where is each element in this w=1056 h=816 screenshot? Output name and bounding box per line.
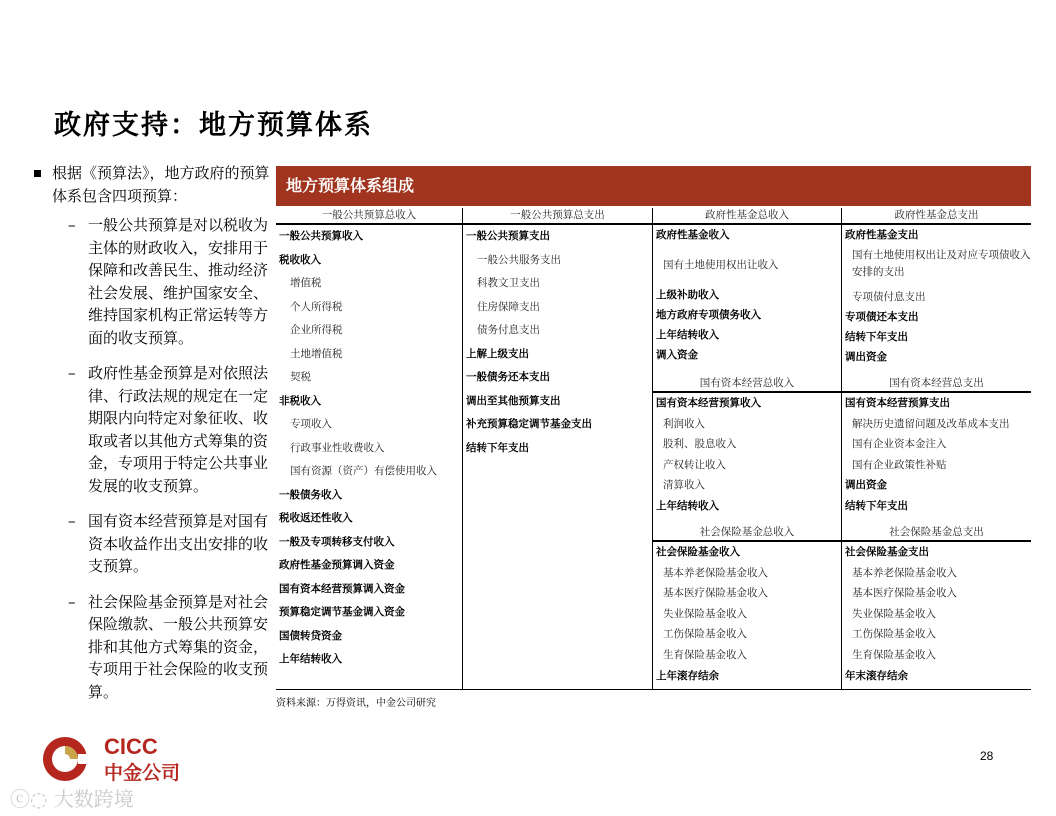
table-row: 上级补助收入 <box>656 289 719 301</box>
table-row: 社会保险基金收入 <box>656 546 740 558</box>
table-row: 基本养老保险基金收入 <box>852 566 957 579</box>
dash-icon: – <box>68 216 76 234</box>
table-row: 失业保险基金收入 <box>852 607 936 620</box>
column-divider <box>462 208 463 690</box>
table-row: 工伤保险基金收入 <box>852 628 936 641</box>
table-row: 结转下年支出 <box>466 441 529 454</box>
intro-text: 根据《预算法》，地方政府的预算体系包含四项预算： <box>52 164 270 205</box>
general-expenditure-column <box>463 208 652 460</box>
table-row: 非税收入 <box>279 394 321 407</box>
table-row: 一般公共服务支出 <box>477 253 561 266</box>
table-row: 税收返还性收入 <box>279 512 353 524</box>
page-title: 政府支持：地方预算体系 <box>54 110 373 141</box>
table-row: 专项债还本支出 <box>845 311 919 323</box>
table-row: 调出至其他预算支出 <box>466 394 561 407</box>
table-row: 工伤保险基金收入 <box>663 628 747 641</box>
table-row: 基本医疗保险基金收入 <box>852 587 957 600</box>
table-row: 政府性基金收入 <box>656 229 730 241</box>
watermark-text: 大数跨境 <box>53 787 134 811</box>
table-row: 上年结转收入 <box>656 329 719 341</box>
table-row: 国有土地使用权出让收入 <box>663 259 779 271</box>
column-header: 政府性基金总收入 <box>653 208 841 225</box>
table-row: 结转下年支出 <box>845 331 908 343</box>
watermark <box>10 783 134 812</box>
column-header: 一般公共预算总支出 <box>463 208 652 225</box>
table-row: 增值税 <box>290 277 322 289</box>
table-row: 国债转贷资金 <box>279 629 342 642</box>
table-row: 企业所得税 <box>290 324 343 336</box>
sub-bullet <box>34 214 274 349</box>
column-header: 政府性基金总支出 <box>842 208 1031 225</box>
source-note: 资料来源：万得资讯，中金公司研究 <box>276 698 436 709</box>
dash-icon: – <box>68 592 76 611</box>
sub-bullet-text: 社会保险基金预算是对社会保险缴款、一般公共预算安排和其他方式筹集的资金，专项用于社会保险的收支预算。 <box>88 592 269 701</box>
table-row: 上年滚存结余 <box>656 669 719 682</box>
soe-revenue-column <box>653 376 841 517</box>
table-row: 一般公共预算收入 <box>279 230 363 242</box>
table-row: 债务付息支出 <box>477 324 540 336</box>
square-bullet-icon <box>34 170 41 177</box>
table-row: 行政事业性收费收入 <box>290 441 385 454</box>
table-bottom-rule <box>276 689 1031 690</box>
table-row: 调出资金 <box>845 479 887 492</box>
table-row: 失业保险基金收入 <box>663 607 747 620</box>
left-text <box>34 162 274 716</box>
table-row: 土地增值税 <box>290 347 343 360</box>
table-row: 上解上级支出 <box>466 347 529 360</box>
column-header: 社会保险基金总支出 <box>842 525 1031 542</box>
page-number: 28 <box>980 749 994 763</box>
sub-bullet <box>34 510 274 578</box>
table-row: 调出资金 <box>845 351 887 363</box>
table-row: 国有企业政策性补贴 <box>852 458 947 471</box>
cicc-logo <box>40 734 190 788</box>
panel-title: 地方预算体系组成 <box>276 166 1031 206</box>
logo-en: CICC <box>104 734 158 759</box>
sub-bullet-text: 一般公共预算是对以税收为主体的财政收入，安排用于保障和改善民生、推动经济社会发展、维护国家安全、维持国家机构正常运转等方面的收支预算。 <box>88 216 269 347</box>
logo-zh: 中金公司 <box>104 762 181 784</box>
column-divider <box>652 208 653 690</box>
table-row: 补充预算稳定调节基金支出 <box>466 418 592 430</box>
sub-bullet <box>34 591 274 704</box>
table-row: 调入资金 <box>656 349 698 361</box>
table-row: 国有企业资本金注入 <box>852 438 947 451</box>
table-row: 年末滚存结余 <box>845 669 908 682</box>
table-row: 专项债付息支出 <box>852 291 926 303</box>
table-row: 上年结转收入 <box>279 653 342 665</box>
table-row: 科教文卫支出 <box>477 277 540 289</box>
table-row: 政府性基金预算调入资金 <box>279 559 395 571</box>
budget-panel <box>276 166 1031 206</box>
gov-fund-revenue-column <box>653 208 841 365</box>
table-row: 生育保险基金收入 <box>852 648 936 661</box>
intro-bullet <box>34 162 274 208</box>
table-row: 生育保险基金收入 <box>663 648 747 661</box>
table-row: 住房保障支出 <box>477 300 540 313</box>
soe-expenditure-column <box>842 376 1031 517</box>
table-row: 国有土地使用权出让及对应专项债收入安排的支出 <box>852 249 1031 278</box>
table-row: 一般及专项转移支付收入 <box>279 535 395 548</box>
column-divider <box>841 208 842 690</box>
dash-icon: – <box>68 364 76 382</box>
table-row: 基本养老保险基金收入 <box>663 566 768 579</box>
watermark-icon: ⓒ◌ <box>10 787 54 811</box>
table-row: 预算稳定调节基金调入资金 <box>279 606 405 618</box>
table-row: 国有资本经营预算收入 <box>656 397 761 409</box>
column-header: 国有资本经营总收入 <box>653 376 841 393</box>
table-row: 专项收入 <box>290 418 332 430</box>
table-row: 一般债务还本支出 <box>466 371 550 383</box>
table-row: 清算收入 <box>663 479 705 492</box>
column-header: 社会保险基金总收入 <box>653 525 841 542</box>
table-row: 国有资本经营预算调入资金 <box>279 582 405 595</box>
gov-fund-expenditure-column <box>842 208 1031 367</box>
table-row: 利润收入 <box>663 417 705 430</box>
column-header: 国有资本经营总支出 <box>842 376 1031 393</box>
table-row: 国有资源（资产）有偿使用收入 <box>290 465 437 477</box>
table-row: 个人所得税 <box>290 300 343 313</box>
table-row: 上年结转收入 <box>656 499 719 512</box>
table-row: 基本医疗保险基金收入 <box>663 587 768 600</box>
table-row: 政府性基金支出 <box>845 229 919 241</box>
sub-bullet-text: 国有资本经营预算是对国有资本收益作出支出安排的收支预算。 <box>88 512 269 575</box>
table-row: 一般公共预算支出 <box>466 230 550 242</box>
table-row: 社会保险基金支出 <box>845 546 929 558</box>
table-row: 契税 <box>290 371 311 383</box>
social-insurance-expenditure-column <box>842 525 1031 686</box>
table-row: 税收收入 <box>279 253 321 266</box>
table-row: 股利、股息收入 <box>663 438 737 451</box>
sub-bullet-text: 政府性基金预算是对依照法律、行政法规的规定在一定期限内向特定对象征收、收取或者以其他方式筹集的资金，专项用于特定公共事业发展的收支预算。 <box>88 364 269 495</box>
dash-icon: – <box>68 512 76 530</box>
table-row: 结转下年支出 <box>845 499 908 512</box>
column-header: 一般公共预算总收入 <box>276 208 462 225</box>
table-row: 产权转让收入 <box>663 458 726 471</box>
table-row: 国有资本经营预算支出 <box>845 397 950 409</box>
table-row: 解决历史遗留问题及改革成本支出 <box>852 417 1010 430</box>
sub-bullet <box>34 362 274 497</box>
table-row: 一般债务收入 <box>279 488 342 501</box>
social-insurance-revenue-column <box>653 525 841 686</box>
table-row: 地方政府专项债务收入 <box>656 309 761 321</box>
general-revenue-column <box>276 208 462 672</box>
